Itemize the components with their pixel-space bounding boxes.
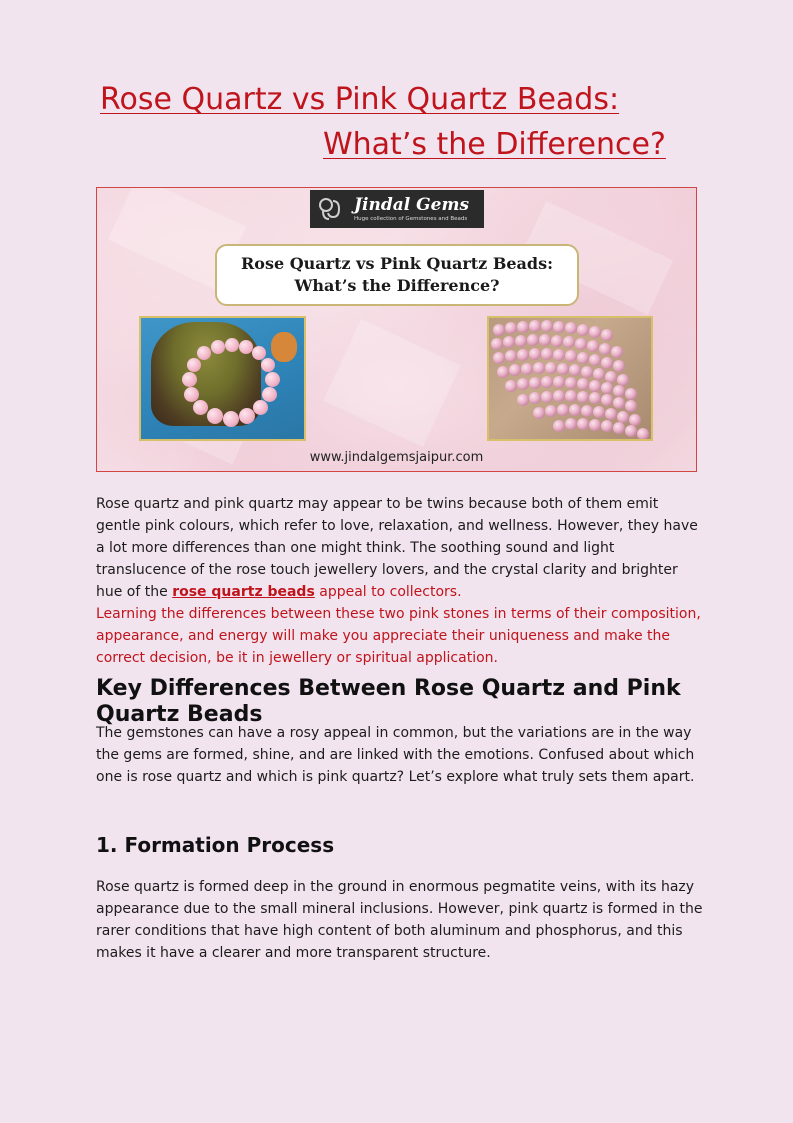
banner-title-line-1: Rose Quartz vs Pink Quartz Beads: [241,254,553,273]
pink-quartz-bead-strands-photo [487,316,653,441]
rose-quartz-beads-link[interactable]: rose quartz beads [172,584,315,600]
learning-paragraph: Learning the differences between these two pink stones in terms of their composition, appearance, and energy will make you appreciate their uniqueness and make the correct decision, be it in jewellery or spiritual application. [96,606,701,666]
logo-tagline: Huge collection of Gemstones and Beads [354,215,468,222]
intro-paragraph [96,493,706,603]
intro-text-after-link: appeal to collectors. [314,584,462,600]
banner-title-card [215,244,579,306]
formation-process-paragraph: Rose quartz is formed deep in the ground in enormous pegmatite veins, with its hazy appearance due to the small mineral inclusions. However, pink quartz is formed in the rarer conditions that have high content of both aluminum and phosphorus, and this makes it have a clearer and more transparent structure. [96,879,703,961]
page-title-line-1: Rose Quartz vs Pink Quartz Beads: [100,82,620,117]
banner-image [96,187,697,472]
banner-website-url: www.jindalgemsjaipur.com [309,450,484,465]
formation-process-heading: 1. Formation Process [96,833,335,857]
key-differences-heading: Key Differences Between Rose Quartz and Pink Quartz Beads [96,676,681,727]
jindal-gems-logo [310,190,484,228]
rose-quartz-bracelet-photo [139,316,306,441]
key-differences-paragraph: The gemstones can have a rosy appeal in common, but the variations are in the way the gems are formed, shine, and are linked with the emotions. Confused about which one is rose quartz and which is pink quartz? Let’s explore what truly sets them apart. [96,725,695,785]
logo-monogram-icon [316,194,346,224]
logo-name: Jindal Gems [354,194,470,215]
page-title-line-2 [323,127,666,163]
banner-title-line-2: What’s the Difference? [294,276,500,295]
page-title-part-a: What’s the [323,127,486,162]
page-title-part-b: Difference? [495,127,666,162]
intro-text-before-link: Rose quartz and pink quartz may appear to be twins because both of them emit gentle pink colours, which refer to love, relaxation, and wellness. However, they have a lot more differences than one might think. The soothing sound and light translucence of the rose touch jewellery lovers, and the crystal clarity and brighter hue of the [96,496,698,600]
